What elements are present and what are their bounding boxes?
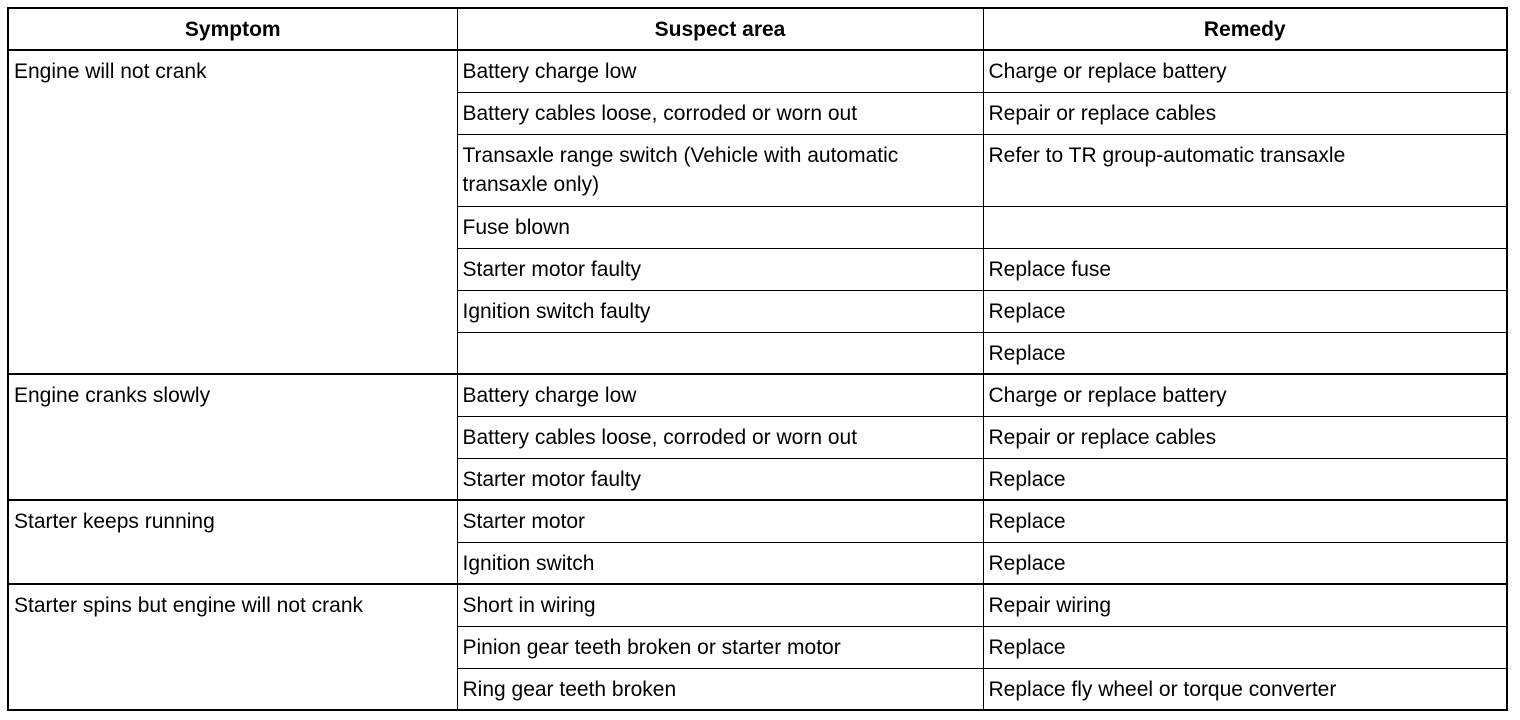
symptom-cell: Engine cranks slowly xyxy=(8,374,457,500)
suspect-cell: Ignition switch faulty xyxy=(457,290,983,332)
symptom-cell: Starter spins but engine will not crank xyxy=(8,584,457,710)
remedy-cell: Replace xyxy=(983,542,1507,584)
remedy-cell: Charge or replace battery xyxy=(983,50,1507,92)
suspect-cell: Battery charge low xyxy=(457,374,983,416)
remedy-cell: Replace fly wheel or torque converter xyxy=(983,668,1507,710)
symptom-cell: Starter keeps running xyxy=(8,500,457,584)
suspect-cell: Battery cables loose, corroded or worn out xyxy=(457,92,983,134)
suspect-cell: Ring gear teeth broken xyxy=(457,668,983,710)
remedy-cell: Replace xyxy=(983,500,1507,542)
suspect-cell: Short in wiring xyxy=(457,584,983,626)
remedy-cell: Repair wiring xyxy=(983,584,1507,626)
suspect-cell: Starter motor faulty xyxy=(457,248,983,290)
suspect-cell: Battery charge low xyxy=(457,50,983,92)
suspect-cell xyxy=(457,332,983,374)
remedy-cell: Repair or replace cables xyxy=(983,416,1507,458)
suspect-cell: Ignition switch xyxy=(457,542,983,584)
remedy-cell: Refer to TR group-automatic transaxle xyxy=(983,134,1507,206)
remedy-cell: Replace xyxy=(983,458,1507,500)
suspect-cell: Pinion gear teeth broken or starter motor xyxy=(457,626,983,668)
suspect-cell: Starter motor xyxy=(457,500,983,542)
header-row xyxy=(8,8,1507,50)
remedy-cell: Replace xyxy=(983,290,1507,332)
suspect-cell: Transaxle range switch (Vehicle with automatic transaxle only) xyxy=(457,134,983,206)
suspect-cell: Battery cables loose, corroded or worn out xyxy=(457,416,983,458)
remedy-cell xyxy=(983,206,1507,248)
table-row xyxy=(8,50,1507,92)
suspect-cell: Fuse blown xyxy=(457,206,983,248)
header-suspect-area: Suspect area xyxy=(457,8,983,50)
symptom-cell: Engine will not crank xyxy=(8,50,457,374)
remedy-cell: Replace xyxy=(983,332,1507,374)
remedy-cell: Replace xyxy=(983,626,1507,668)
remedy-cell: Replace fuse xyxy=(983,248,1507,290)
header-remedy: Remedy xyxy=(983,8,1507,50)
table-row xyxy=(8,500,1507,542)
suspect-cell: Starter motor faulty xyxy=(457,458,983,500)
troubleshooting-table xyxy=(7,7,1508,711)
remedy-cell: Charge or replace battery xyxy=(983,374,1507,416)
remedy-cell: Repair or replace cables xyxy=(983,92,1507,134)
table-row xyxy=(8,584,1507,626)
table-row xyxy=(8,374,1507,416)
header-symptom: Symptom xyxy=(8,8,457,50)
